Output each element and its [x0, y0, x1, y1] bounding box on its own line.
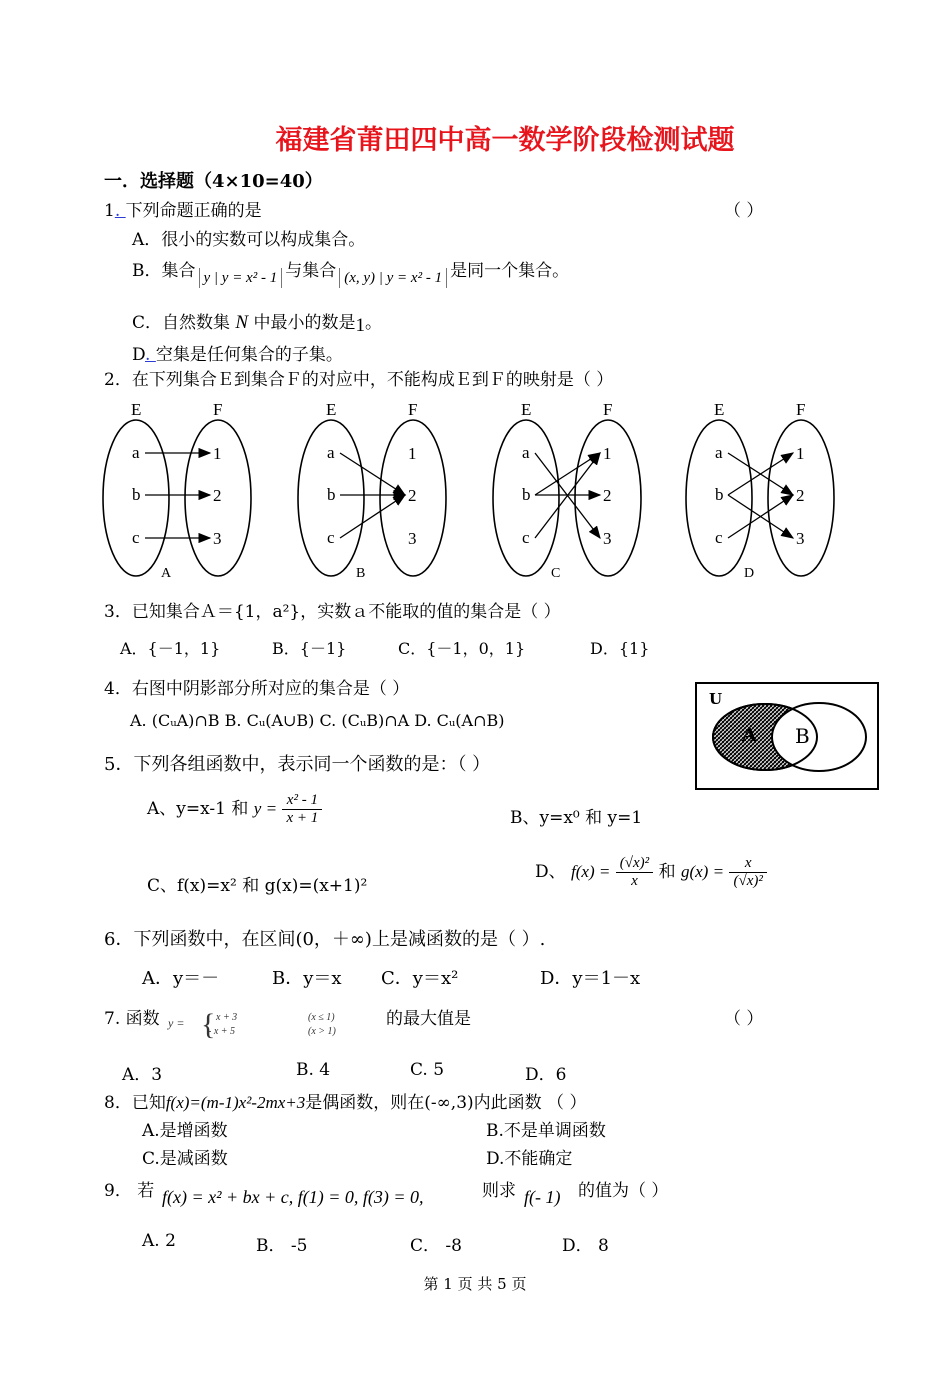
q6-option-c: C．y＝x² — [381, 968, 459, 989]
q1-d-pre: D — [132, 345, 146, 365]
codomain-element: 2 — [796, 486, 805, 505]
mapping-diagrams — [95, 395, 855, 585]
domain-element: c — [522, 528, 530, 547]
q8-option-b: B.不是单调函数 — [486, 1121, 606, 1141]
codomain-element: 2 — [603, 486, 612, 505]
question-8 — [104, 1088, 586, 1113]
natural-set-symbol: N — [235, 312, 249, 333]
q5-a-numerator: x² - 1 — [282, 792, 322, 810]
q9-expr: f(x) = x² + bx + c, f(1) = 0, f(3) = 0, — [162, 1187, 424, 1207]
q4-options: A. (CᵤA)∩B B. Cᵤ(A∪B) C. (CᵤB)∩A D. Cᵤ(A∩B) — [130, 711, 505, 730]
domain-element: c — [327, 528, 335, 547]
codomain-element: 3 — [213, 529, 222, 548]
codomain-element: 3 — [408, 529, 417, 548]
q3-option-a: A．{－1，1} — [120, 639, 221, 658]
codomain-element: 2 — [213, 486, 222, 505]
q1-b-set1: y | y = x² - 1 — [199, 268, 283, 288]
mapping-arrow — [340, 453, 405, 495]
q7-cond1: (x ≤ 1) — [308, 1012, 335, 1023]
venn-b-label: B — [795, 724, 810, 748]
q1-c-one: 1 — [355, 315, 366, 336]
codomain-element: 1 — [213, 444, 222, 463]
set-f-label: F — [213, 400, 223, 419]
q5-d-f: f(x) = — [571, 862, 611, 881]
mapping-diagram-c — [493, 400, 641, 581]
question-4: 4．右图中阴影部分所对应的集合是（ ） — [104, 679, 410, 699]
q1-b-pre: B．集合 — [132, 261, 196, 281]
q9-option-c: C． -8 — [410, 1236, 462, 1256]
q7-y: y = — [168, 1016, 185, 1030]
q5-option-c: C、f(x)=x² 和 g(x)=(x+1)² — [147, 876, 368, 896]
q9-pre: 9． 若 — [104, 1181, 155, 1201]
q1-b-post: 是同一个集合。 — [450, 261, 570, 281]
q1-dot: . — [114, 201, 126, 221]
q9-option-d: D． 8 — [562, 1236, 609, 1256]
q7-pre: 7. 函数 — [104, 1009, 160, 1029]
venn-set-b — [772, 703, 866, 771]
q9-option-a: A. 2 — [142, 1231, 176, 1251]
domain-element: a — [715, 443, 723, 462]
q7-cond2: (x > 1) — [308, 1026, 336, 1037]
venn-u-label: U — [709, 690, 723, 708]
q6-option-b: B．y＝x — [272, 968, 342, 989]
domain-element: a — [327, 443, 335, 462]
q1-text: 下列命题正确的是 — [125, 201, 262, 221]
venn-a-label: A — [742, 724, 757, 746]
q9-post: 的值为（ ） — [578, 1181, 669, 1201]
q5-a-denominator: x + 1 — [286, 810, 319, 826]
codomain-element: 2 — [408, 486, 417, 505]
q7-option-a: A．3 — [122, 1065, 163, 1085]
q5-d-pre: D、 — [535, 862, 566, 882]
q1-d-text: 空集是任何集合的子集。 — [155, 345, 343, 365]
domain-element: a — [132, 443, 140, 462]
domain-element: c — [715, 528, 723, 547]
codomain-element: 1 — [796, 444, 805, 463]
mapping-diagram-a — [103, 400, 251, 581]
q5-d-num1: (√x)² — [616, 855, 653, 873]
q6-option-d: D．y＝1－x — [540, 968, 641, 989]
q5-d-den1: x — [631, 873, 638, 889]
q1-option-c — [132, 308, 382, 334]
question-6: 6．下列函数中，在区间(0，＋∞)上是减函数的是（ ）. — [104, 929, 546, 950]
diagram-option-label: D — [744, 566, 755, 581]
codomain-element: 3 — [796, 529, 805, 548]
question-5: 5．下列各组函数中，表示同一个函数的是：（ ） — [104, 754, 491, 775]
section-heading: 一．选择题（4×10=40） — [104, 171, 323, 192]
q7-paren: （ ） — [724, 1009, 764, 1029]
set-f-label: F — [796, 400, 806, 419]
q1-c-mid: 中最小的数是 — [253, 313, 356, 333]
q5-d-num2: x — [729, 855, 766, 873]
domain-element: b — [715, 485, 724, 504]
mapping-arrow — [340, 495, 405, 538]
q5-a-fraction — [282, 792, 322, 827]
domain-element: c — [132, 528, 140, 547]
q9-mid: 则求 — [482, 1181, 516, 1201]
codomain-element: 3 — [603, 529, 612, 548]
q5-option-d — [535, 855, 767, 890]
q1-b-set2: (x, y) | y = x² - 1 — [339, 268, 447, 288]
q1-option-b — [132, 256, 570, 286]
domain-element: b — [132, 485, 141, 504]
question-1 — [104, 196, 262, 221]
q7-option-b: B. 4 — [296, 1060, 331, 1080]
mapping-diagram-d — [686, 400, 834, 581]
venn-diagram — [695, 682, 879, 790]
q8-pre: 8．已知 — [104, 1093, 166, 1113]
codomain-element: 1 — [603, 444, 612, 463]
q5-d-g: g(x) = — [680, 862, 725, 881]
q1-c-post: 。 — [365, 313, 383, 333]
domain-element: b — [327, 485, 336, 504]
q3-option-c: C．{－1，0，1} — [398, 639, 526, 658]
q1-option-d — [132, 340, 343, 365]
set-f-label: F — [408, 400, 418, 419]
diagram-option-label: C — [551, 566, 561, 581]
q1-option-a: A．很小的实数可以构成集合。 — [132, 230, 366, 250]
q3-option-b: B．{－1} — [272, 639, 347, 658]
q7-brace: { — [201, 1008, 216, 1041]
q8-option-c: C.是减函数 — [142, 1149, 228, 1169]
q1-c-pre: C．自然数集 — [132, 313, 231, 333]
q8-option-a: A.是增函数 — [142, 1121, 228, 1141]
q7-option-d: D．6 — [525, 1065, 567, 1085]
set-e-label: E — [326, 400, 337, 419]
q3-option-d: D．{1} — [590, 639, 650, 658]
q6-option-a: A．y＝－ — [142, 968, 220, 989]
q9-option-b: B． -5 — [256, 1236, 308, 1256]
q1-number: 1 — [104, 201, 115, 221]
mapping-arrow — [535, 453, 600, 495]
q1-b-mid: 与集合 — [285, 261, 337, 281]
q5-d-fraction2 — [729, 855, 766, 890]
q7-post: 的最大值是 — [386, 1009, 471, 1029]
q5-option-a — [147, 792, 322, 827]
page-footer: 第 1 页 共 5 页 — [423, 1275, 527, 1293]
q5-d-fraction1 — [616, 855, 653, 890]
domain-element: b — [522, 485, 531, 504]
q7-option-c: C. 5 — [410, 1060, 445, 1080]
q7-case1: x + 3 — [216, 1012, 238, 1023]
q5-a-y: y = — [253, 799, 278, 818]
set-e-label: E — [714, 400, 725, 419]
q9-expr2: f(- 1) — [524, 1187, 561, 1207]
q7-piecewise — [168, 1010, 383, 1046]
question-3: 3．已知集合Ａ＝{1，a²}，实数ａ不能取的值的集合是（ ） — [104, 602, 561, 622]
page-title: 福建省莆田四中高一数学阶段检测试题 — [275, 125, 735, 156]
set-e-label: E — [521, 400, 532, 419]
q1-d-dot: . — [145, 345, 156, 365]
q5-d-and: 和 — [658, 862, 676, 882]
diagram-option-label: A — [161, 566, 172, 581]
q5-a-pre: A、y=x-1 和 — [147, 799, 249, 819]
q8-option-d: D.不能确定 — [486, 1149, 573, 1169]
q7-case2: - x + 5 — [208, 1026, 236, 1037]
question-2: 2．在下列集合Ｅ到集合Ｆ的对应中，不能构成Ｅ到Ｆ的映射是（ ） — [104, 370, 614, 390]
domain-element: a — [522, 443, 530, 462]
set-e-label: E — [131, 400, 142, 419]
codomain-element: 1 — [408, 444, 417, 463]
diagram-option-label: B — [356, 566, 366, 581]
q1-paren: （ ） — [724, 201, 764, 221]
set-f-label: F — [603, 400, 613, 419]
q8-post: 是偶函数，则在(-∞,3)内此函数 （ ） — [305, 1093, 587, 1113]
q8-expr: f(x)=(m-1)x²-2mx+3 — [165, 1093, 306, 1112]
q5-option-b: B、y=x⁰ 和 y=1 — [510, 808, 643, 828]
mapping-diagram-b — [298, 400, 446, 581]
q5-d-den2: (√x)² — [733, 873, 763, 889]
